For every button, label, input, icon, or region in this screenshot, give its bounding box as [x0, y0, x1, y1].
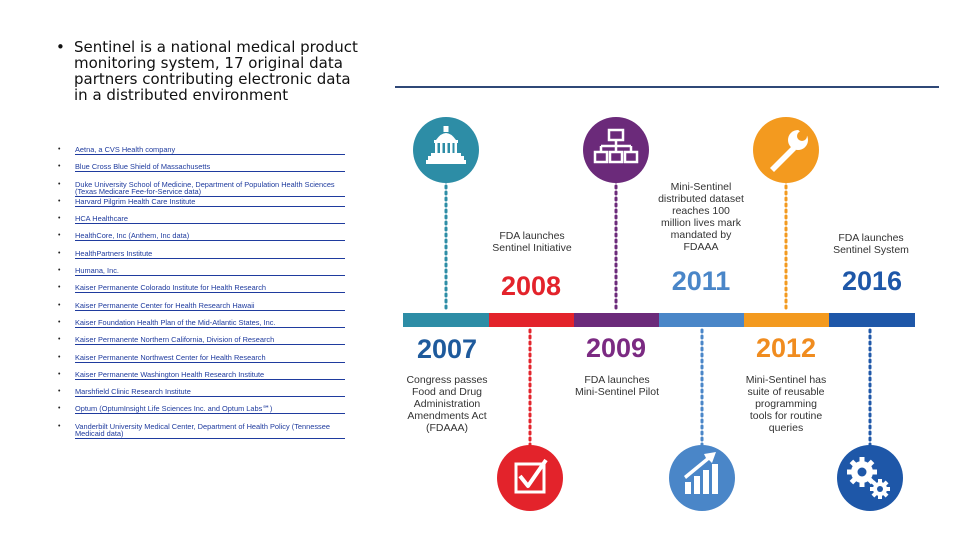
partner-link[interactable]: Harvard Pilgrim Health Care Institute [75, 198, 345, 207]
caption-line: (FDAAA) [426, 422, 468, 434]
partner-link[interactable]: Kaiser Permanente Northern California, Division of Research [75, 336, 345, 345]
caption-line: Amendments Act [407, 410, 487, 422]
bar-segment-4 [659, 313, 744, 327]
caption-line: programming [755, 398, 817, 410]
caption-2007 [406, 374, 487, 434]
bullet: • [58, 353, 61, 361]
bullet: • [58, 215, 61, 223]
hierarchy-icon [583, 117, 649, 183]
partner-link[interactable]: Blue Cross Blue Shield of Massachusetts [75, 163, 345, 172]
caption-line: tools for routine [749, 410, 823, 422]
gears-icon [837, 445, 903, 511]
caption-line: million lives mark [661, 217, 741, 229]
caption-line: FDA launches [499, 230, 565, 242]
caption-line: Mini-Sentinel [670, 181, 732, 193]
partner-link[interactable]: Kaiser Permanente Center for Health Research Hawaii [75, 302, 345, 311]
caption-line: Sentinel Initiative [492, 242, 572, 254]
partner-link[interactable]: Humana, Inc. [75, 267, 345, 276]
bullet: • [58, 284, 61, 292]
bar-segment-5 [744, 313, 829, 327]
timeline-bar [403, 313, 915, 327]
partner-link[interactable]: HealthCore, Inc (Anthem, Inc data) [75, 232, 345, 241]
bullet: • [58, 422, 61, 430]
caption-line: Congress passes [406, 374, 488, 386]
capitol-icon [413, 117, 479, 183]
caption-line: FDAAA [683, 241, 719, 253]
bullet: • [56, 38, 65, 56]
caption-line: Sentinel System [833, 244, 909, 256]
caption-line: reaches 100 [672, 205, 730, 217]
caption-line: Food and Drug [411, 386, 483, 398]
caption-line: Mini-Sentinel Pilot [574, 386, 660, 398]
caption-2009 [575, 374, 659, 398]
caption-line: Mini-Sentinel has [745, 374, 827, 386]
bullet: • [58, 232, 61, 240]
year-2008: 2008 [500, 271, 562, 301]
partner-link[interactable]: Kaiser Permanente Washington Health Research Institute [75, 371, 345, 380]
wrench-icon [753, 117, 819, 183]
bullet: • [58, 163, 61, 171]
caption-line: queries [768, 422, 804, 434]
partner-link[interactable]: Kaiser Foundation Health Plan of the Mid-Atlantic States, Inc. [75, 319, 345, 328]
bar-segment-1 [403, 313, 489, 327]
bullet: • [58, 318, 61, 326]
checkbox-icon [497, 445, 563, 511]
partner-link[interactable]: Marshfield Clinic Research Institute [75, 388, 345, 397]
caption-2012 [746, 374, 827, 434]
bullet: • [58, 267, 61, 275]
bullet: • [58, 180, 61, 188]
bullet: • [58, 370, 61, 378]
partner-link[interactable]: Vanderbilt University Medical Center, Department of Health Policy (Tennessee Medicaid data) [75, 423, 345, 439]
caption-line: suite of reusable [747, 386, 825, 398]
year-2009: 2009 [585, 333, 647, 363]
caption-line: distributed dataset [658, 193, 744, 205]
caption-line: Administration [413, 398, 481, 410]
bullet: • [58, 146, 61, 153]
caption-2008 [492, 230, 572, 254]
bar-segment-2 [489, 313, 574, 327]
caption-2011 [658, 181, 744, 253]
caption-line: FDA launches [838, 232, 904, 244]
bullet: • [58, 197, 61, 205]
partner-link[interactable]: HealthPartners Institute [75, 250, 345, 259]
bar-segment-3 [574, 313, 659, 327]
intro-text: Sentinel is a national medical product monitoring system, 17 original data partners contributing electronic data in a distributed environment [74, 38, 358, 104]
bullet: • [58, 249, 61, 257]
bullet: • [58, 405, 61, 413]
bullet: • [58, 388, 61, 396]
partner-link[interactable]: Optum (OptumInsight Life Sciences Inc. and Optum Labs℠) [75, 405, 345, 414]
growth-chart-icon [669, 445, 735, 511]
bullet: • [58, 336, 61, 344]
caption-line: FDA launches [584, 374, 650, 386]
year-2012: 2012 [755, 333, 817, 363]
bullet: • [58, 301, 61, 309]
caption-line: mandated by [670, 229, 732, 241]
caption-2016 [833, 232, 909, 256]
partner-link[interactable]: Aetna, a CVS Health company [75, 146, 345, 155]
partner-link[interactable]: Kaiser Permanente Northwest Center for Health Research [75, 354, 345, 363]
partner-link[interactable]: HCA Healthcare [75, 215, 345, 224]
partner-link[interactable]: Duke University School of Medicine, Department of Population Health Sciences (Texas Medicare Fee-for-Service data) [75, 181, 345, 197]
year-2016: 2016 [841, 266, 903, 296]
partner-link[interactable]: Kaiser Permanente Colorado Institute for Health Research [75, 284, 345, 293]
year-2011: 2011 [671, 266, 731, 296]
year-2007: 2007 [416, 334, 478, 364]
bar-segment-6 [829, 313, 915, 327]
